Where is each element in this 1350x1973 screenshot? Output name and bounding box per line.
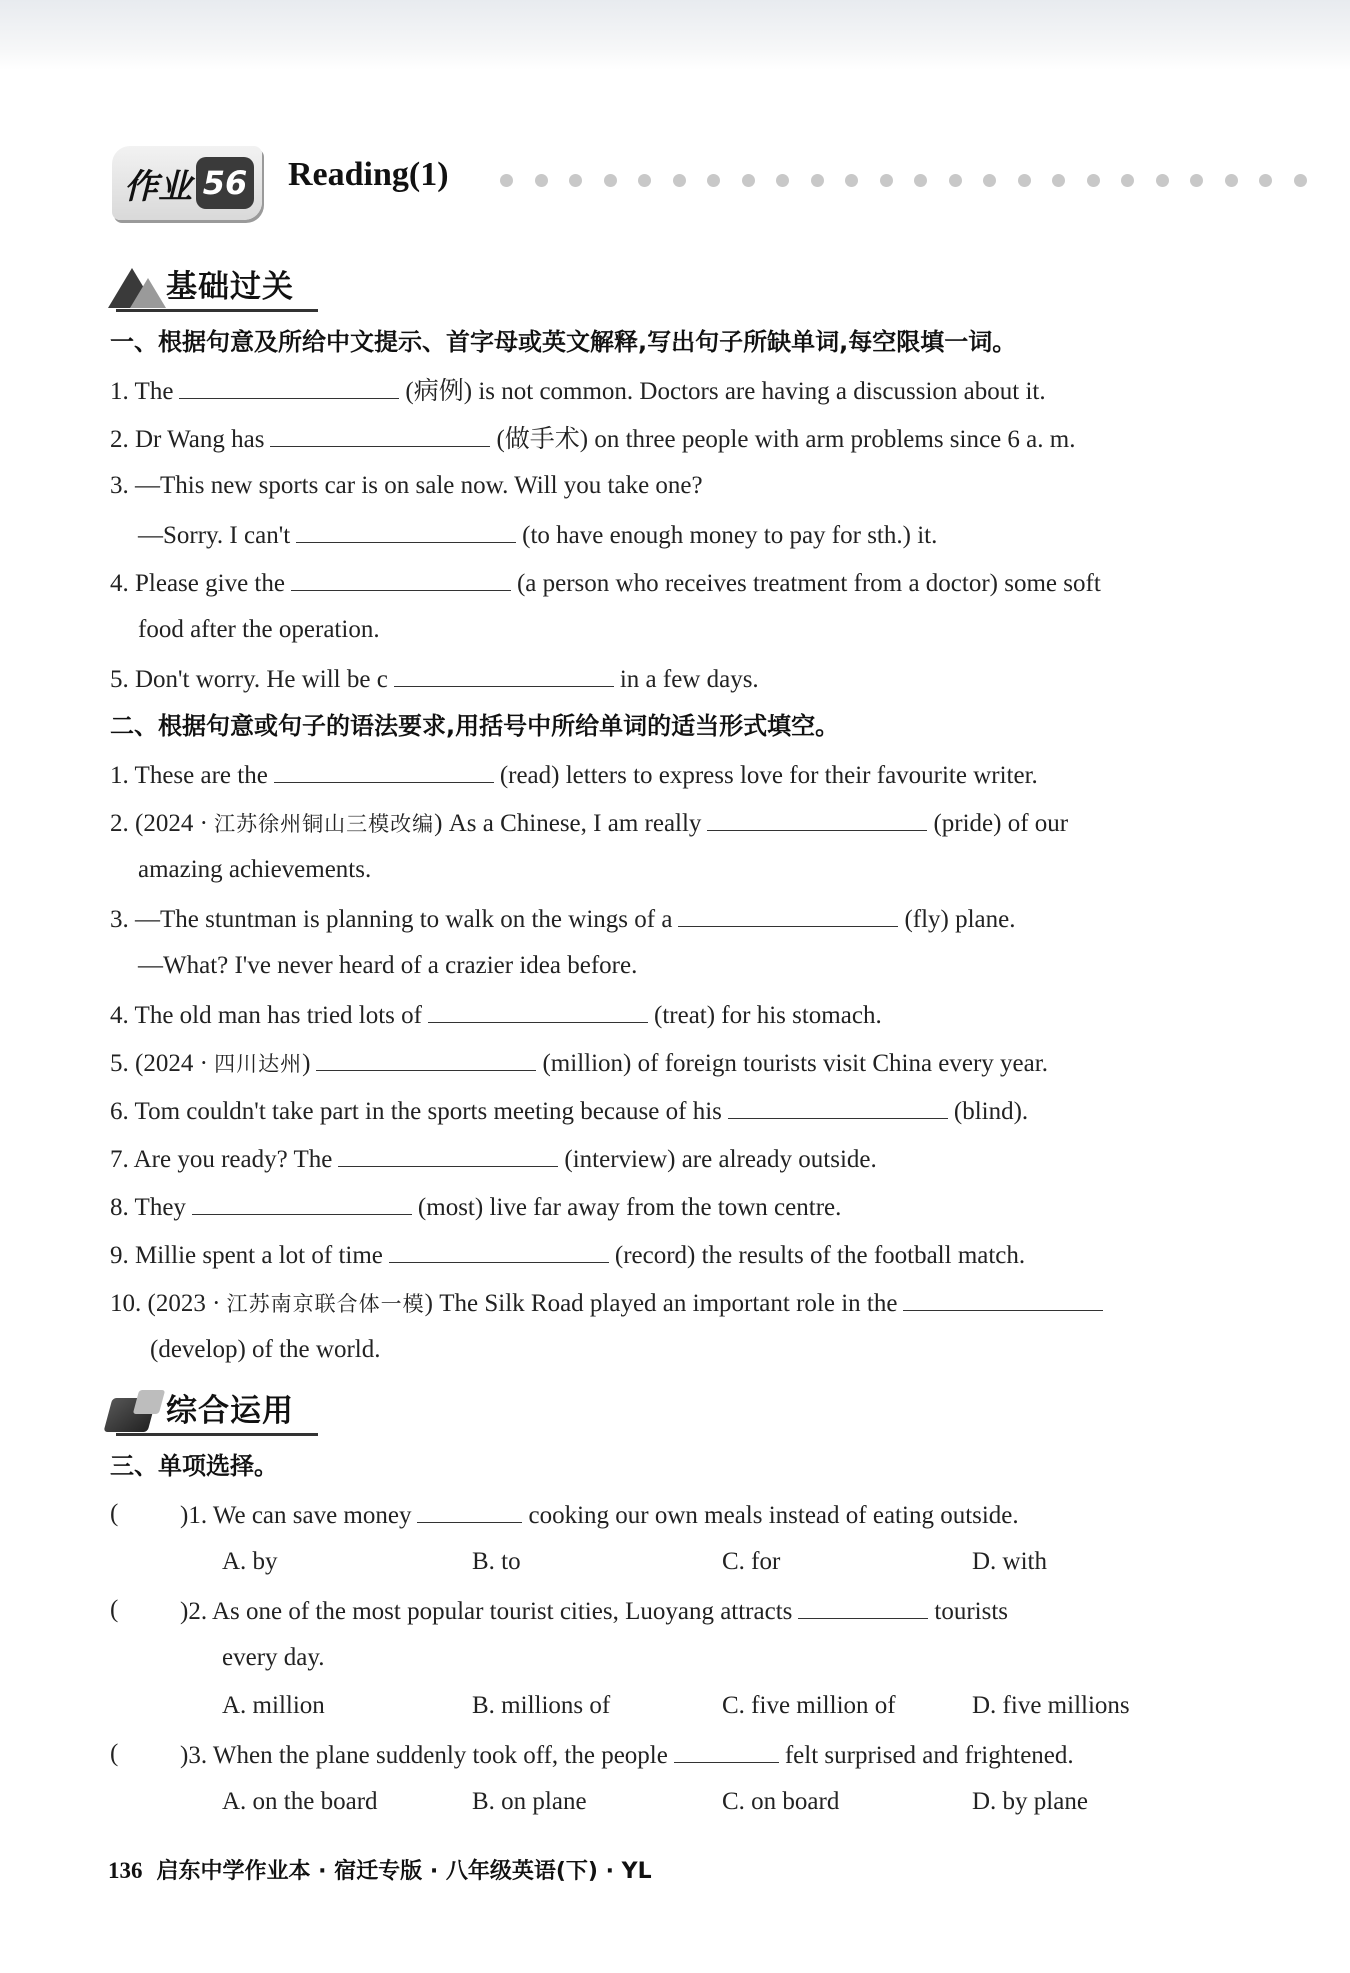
option-d[interactable]: D. five millions (972, 1692, 1130, 1719)
answer-blank[interactable] (270, 422, 490, 447)
answer-paren[interactable]: ( (110, 1596, 119, 1623)
block-shade-icon (133, 1390, 165, 1414)
p2-item-2: 2. (2024 · 江苏徐州铜山三模改编) As a Chinese, I am really (pride) of our (110, 806, 1068, 840)
option-d[interactable]: D. with (972, 1548, 1047, 1575)
section-title: 综合运用 (166, 1393, 294, 1429)
homework-number: 56 (196, 157, 254, 209)
option-a[interactable]: A. million (222, 1692, 325, 1719)
answer-paren[interactable]: ( (110, 1500, 119, 1527)
section-title: 基础过关 (166, 269, 294, 305)
answer-blank[interactable] (338, 1142, 558, 1167)
answer-blank[interactable] (798, 1594, 928, 1619)
section-header-comprehensive (108, 1386, 318, 1436)
mc-question-2: )2. As one of the most popular tourist cities, Luoyang attracts tourists (180, 1594, 1008, 1628)
answer-blank[interactable] (274, 758, 494, 783)
p1-item-3: 3. —This new sports car is on sale now. Will you take one? (110, 472, 703, 499)
answer-blank[interactable] (678, 902, 898, 927)
p1-item-5: 5. Don't worry. He will be c in a few days. (110, 662, 759, 696)
option-b[interactable]: B. millions of (472, 1692, 611, 1719)
p2-item-3: 3. —The stuntman is planning to walk on the wings of a (fly) plane. (110, 902, 1016, 936)
answer-blank[interactable] (179, 374, 399, 399)
section-header-basic (108, 262, 318, 312)
mc-question-1: )1. We can save money cooking our own meals instead of eating outside. (180, 1498, 1019, 1532)
p2-item-5: 5. (2024 · 四川达州) (million) of foreign tourists visit China every year. (110, 1046, 1048, 1080)
p2-item-8: 8. They (most) live far away from the town centre. (110, 1190, 841, 1224)
option-d[interactable]: D. by plane (972, 1788, 1088, 1815)
option-c[interactable]: C. five million of (722, 1692, 896, 1719)
p2-item-4: 4. The old man has tried lots of (treat) for his stomach. (110, 998, 882, 1032)
answer-blank[interactable] (417, 1498, 522, 1523)
option-a[interactable]: A. on the board (222, 1788, 378, 1815)
p2-item-10: 10. (2023 · 江苏南京联合体一模) The Silk Road played an important role in the (110, 1286, 1109, 1320)
p2-item-3-reply: —What? I've never heard of a crazier idea before. (138, 952, 638, 979)
answer-blank[interactable] (728, 1094, 948, 1119)
page-number: 136 (108, 1858, 143, 1883)
book-title: 启东中学作业本 · 宿迁专版 · 八年级英语(下) · YL (156, 1859, 652, 1884)
homework-label: 作业 (124, 166, 192, 207)
p1-item-4: 4. Please give the (a person who receives treatment from a doctor) some soft (110, 566, 1101, 600)
unit-title: Reading(1) (288, 156, 449, 193)
answer-blank[interactable] (291, 566, 511, 591)
section-underline (116, 1433, 318, 1436)
part1-instruction: 一、根据句意及所给中文提示、首字母或英文解释,写出句子所缺单词,每空限填一词。 (110, 328, 1017, 356)
p2-item-1: 1. These are the (read) letters to express love for their favourite writer. (110, 758, 1038, 792)
mc-question-3: )3. When the plane suddenly took off, the people felt surprised and frightened. (180, 1738, 1074, 1772)
answer-blank[interactable] (394, 662, 614, 687)
p2-item-6: 6. Tom couldn't take part in the sports meeting because of his (blind). (110, 1094, 1028, 1128)
answer-blank[interactable] (296, 518, 516, 543)
answer-blank[interactable] (903, 1286, 1103, 1311)
part2-instruction: 二、根据句意或句子的语法要求,用括号中所给单词的适当形式填空。 (110, 712, 840, 740)
p1-item-1: 1. The (病例) is not common. Doctors are having a discussion about it. (110, 374, 1046, 408)
answer-blank[interactable] (707, 806, 927, 831)
option-c[interactable]: C. on board (722, 1788, 840, 1815)
p2-item-2-cont: amazing achievements. (138, 856, 372, 883)
p2-item-7: 7. Are you ready? The (interview) are already outside. (110, 1142, 877, 1176)
section-underline (116, 309, 318, 312)
p1-item-3-reply: —Sorry. I can't (to have enough money to pay for sth.) it. (138, 518, 937, 552)
answer-blank[interactable] (389, 1238, 609, 1263)
decorative-dots (500, 170, 1320, 190)
option-b[interactable]: B. to (472, 1548, 521, 1575)
part3-instruction: 三、单项选择。 (110, 1452, 278, 1480)
answer-blank[interactable] (192, 1190, 412, 1215)
page-footer (108, 1854, 652, 1885)
p2-item-10-cont: (develop) of the world. (150, 1336, 381, 1363)
answer-blank[interactable] (428, 998, 648, 1023)
p2-item-9: 9. Millie spent a lot of time (record) the results of the football match. (110, 1238, 1025, 1272)
answer-blank[interactable] (316, 1046, 536, 1071)
p1-item-4-cont: food after the operation. (138, 616, 380, 643)
mc-question-2-cont: every day. (222, 1644, 325, 1671)
option-c[interactable]: C. for (722, 1548, 781, 1575)
homework-badge (112, 146, 262, 220)
answer-blank[interactable] (674, 1738, 779, 1763)
triangle-shade-icon (130, 278, 166, 308)
p1-item-2: 2. Dr Wang has (做手术) on three people with arm problems since 6 a. m. (110, 422, 1075, 456)
answer-paren[interactable]: ( (110, 1740, 119, 1767)
option-b[interactable]: B. on plane (472, 1788, 587, 1815)
option-a[interactable]: A. by (222, 1548, 278, 1575)
